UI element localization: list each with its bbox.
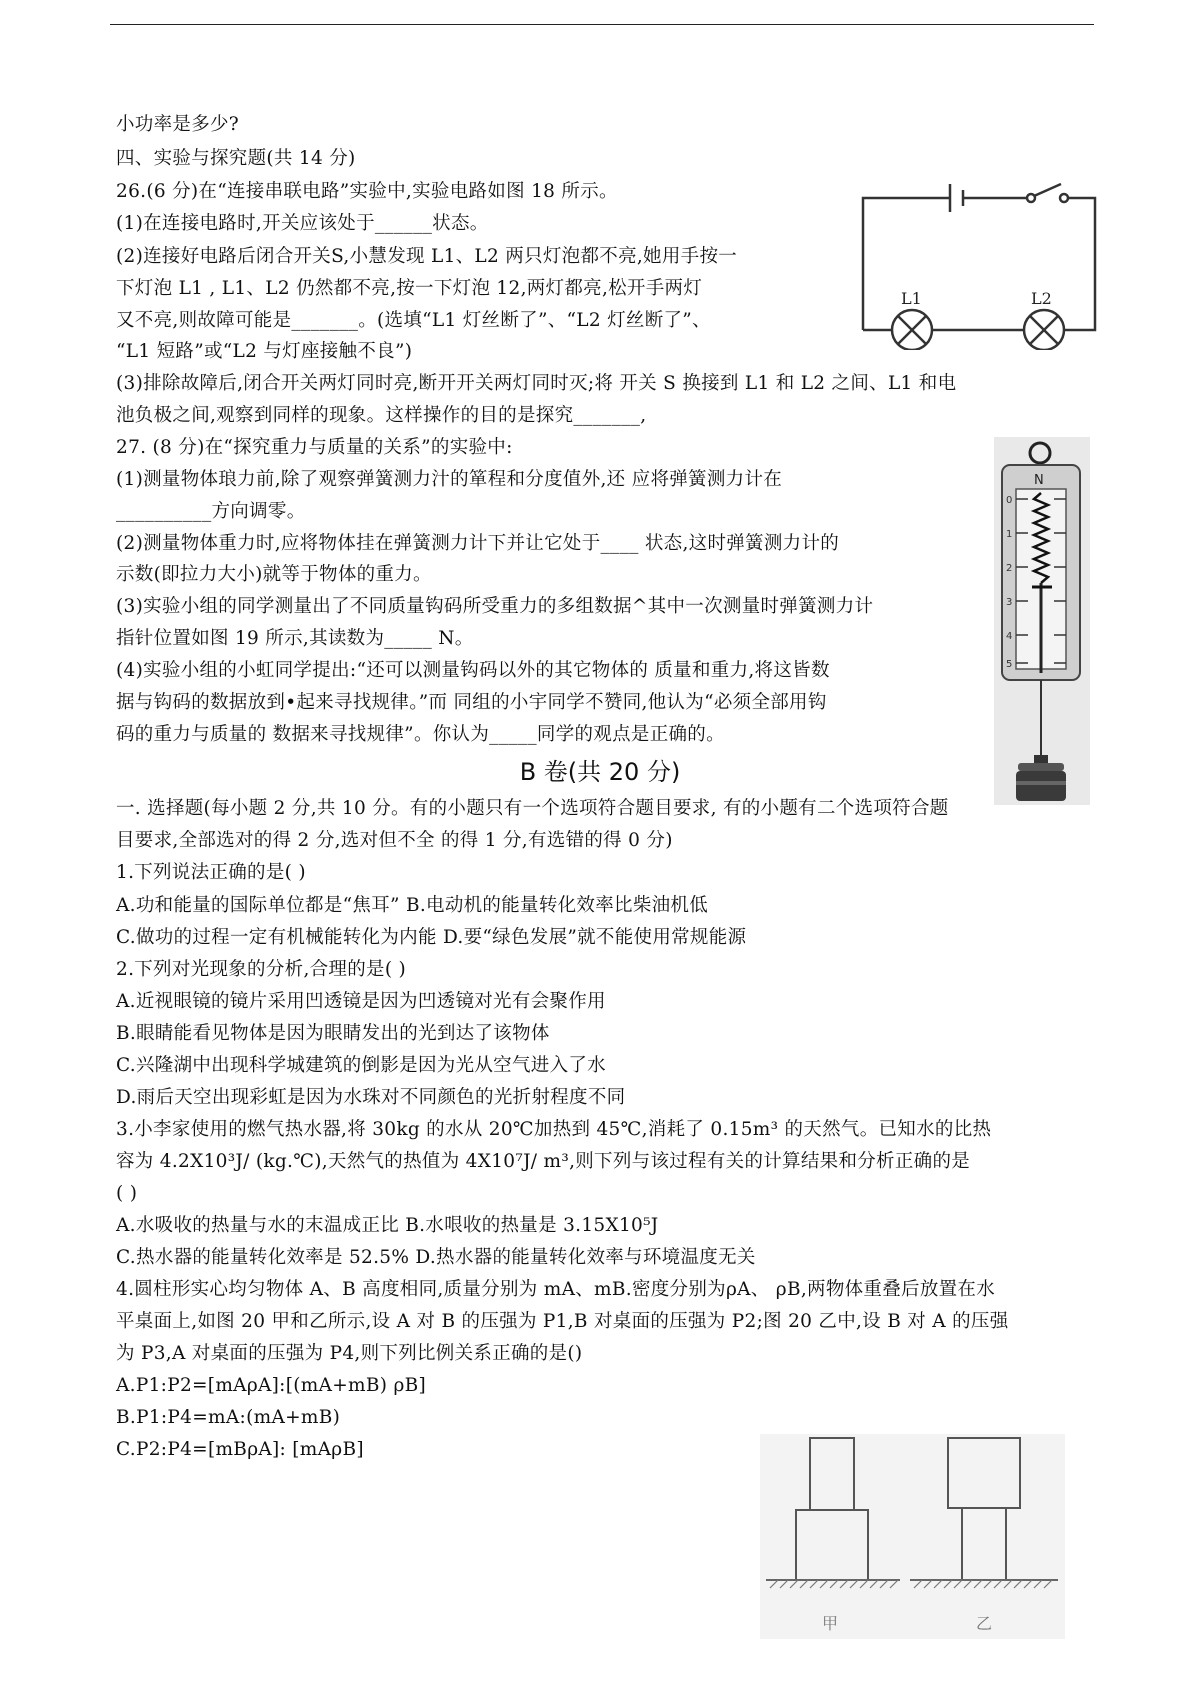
option-line: C.P2:P4=[mBρA]: [mAρB] [116,1439,364,1460]
text-line: (3)排除故障后,闭合开关两灯同时亮,断开开关两灯同时灭;将 开关 S 换接到 L1 和 L2 之间、L1 和电 [116,373,957,394]
text-line: 码的重力与质量的 数据来寻找规律”。你认为_____同学的观点是正确的。 [116,724,725,745]
option-line: C.兴隆湖中出现科学城建筑的倒影是因为光从空气进入了水 [116,1055,606,1076]
lamp1-label: L1 [901,289,922,308]
question-2: 2.下列对光现象的分析,合理的是( ) [116,959,407,980]
text-line: 为 P3,A 对桌面的压强为 P4,则下列比例关系正确的是() [116,1343,583,1364]
section-heading: 四、实验与探究题(共 14 分) [116,148,356,169]
text-line: 指针位置如图 19 所示,其读数为_____ N。 [116,628,474,649]
text-line: __________方向调零。 [116,501,306,522]
text-line: 容为 4.2X10³J/ (kg.℃),天然气的热值为 4X10⁷J/ m³,则下列与该过程有关的计算结果和分析正确的是 [116,1151,971,1172]
section-title-b: B 卷(共 20 分) [519,758,681,786]
text-line: 池负极之间,观察到同样的现象。这样操作的目的是探究_______, [116,405,647,426]
text-line: 示数(即拉力大小)就等于物体的重力。 [116,564,432,585]
text-line: 据与钩码的数据放到•起来寻找规律。”而 同组的小宇同学不赞同,他认为“必须全部用钩 [116,692,827,713]
text-line: 平桌面上,如图 20 甲和乙所示,设 A 对 B 的压强为 P1,B 对桌面的压强为 P2;图 20 乙中,设 B 对 A 的压强 [116,1311,1009,1332]
text-line: 下灯泡 L1 , L1、L2 仍然都不亮,按一下灯泡 12,两灯都亮,松开手两灯 [116,278,703,299]
scale-tick-label: 0 [1006,495,1013,506]
option-line: D.雨后天空出现彩虹是因为水珠对不同颜色的光折射程度不同 [116,1087,626,1108]
text-line: (4)实验小组的小虹同学提出:“还可以测量钩码以外的其它物体的 质量和重力,将这皆数 [116,660,830,681]
spring-scale-fig19 [994,437,1090,805]
question-26: 26.(6 分)在“连接串联电路”实验中,实验电路如图 18 所示。 [116,181,618,202]
text-line: (3)实验小组的同学测量出了不同质量钩码所受重力的多组数据^其中一次测量时弹簧测力计 [116,596,874,617]
option-line: A.近视眼镜的镜片采用凹透镜是因为凹透镜对光有会聚作用 [116,991,606,1012]
scale-tick-label: 4 [1006,631,1013,642]
text-line: 小功率是多少? [116,114,240,135]
text-line: (2)测量物体重力时,应将物体挂在弹簧测力计下并让它处于____ 状态,这时弹簧测力计的 [116,533,840,554]
header-rule [110,24,1094,25]
option-line: B.眼睛能看见物体是因为眼睛发出的光到达了该物体 [116,1023,550,1044]
figure-label-yi: 乙 [976,1614,993,1633]
option-line: A.P1:P2=[mAρA]:[(mA+mB) ρB] [116,1375,427,1396]
scale-tick-label: 5 [1006,659,1013,670]
text-line: 又不亮,则故障可能是_______。(选填“L1 灯丝断了”、“L2 灯丝断了”、 [116,310,711,331]
option-line: A.水吸收的热量与水的末温成正比 B.水哏收的热量是 3.15X10⁵J [116,1215,659,1236]
option-line: C.热水器的能量转化效率是 52.5% D.热水器的能量转化效率与环境温度无关 [116,1247,756,1268]
question-27: 27. (8 分)在“探究重力与质量的关系”的实验中: [116,437,513,458]
text-line: (1)在连接电路时,开关应该处于______状态。 [116,213,489,234]
section-heading: 一. 选择题(每小题 2 分,共 10 分。有的小题只有一个选项符合题目要求, 有的小题有二个选项符合题 [116,798,949,819]
scale-tick-label: 1 [1006,529,1013,540]
text-line: 目要求,全部选对的得 2 分,选对但不全 的得 1 分,有选错的得 0 分) [116,830,673,851]
text-line: (1)测量物体琅力前,除了观察弹簧测力汁的箪程和分度值外,还 应将弹簧测力计在 [116,469,783,490]
scale-tick-label: 2 [1006,563,1013,574]
figure-label-jia: 甲 [822,1614,839,1633]
stacked-objects-fig20 [760,1434,1065,1639]
option-line: C.做功的过程一定有机械能转化为内能 D.要“绿色发展”就不能使用常规能源 [116,927,747,948]
option-line: A.功和能量的国际单位都是“焦耳” B.电动机的能量转化效率比柴油机低 [116,895,709,916]
circuit-diagram-fig18 [855,180,1105,350]
text-line: “L1 短路”或“L2 与灯座接触不良”) [116,341,413,362]
text-line: (2)连接好电路后闭合开关S,小慧发现 L1、L2 两只灯泡都不亮,她用手按一 [116,246,738,267]
scale-tick-label: 3 [1006,597,1013,608]
question-3: 3.小李家使用的燃气热水器,将 30kg 的水从 20℃加热到 45℃,消耗了 0.15m³ 的天然气。已知水的比热 [116,1119,992,1140]
option-line: B.P1:P4=mA:(mA+mB) [116,1407,341,1428]
scale-unit-label: N [1034,473,1044,488]
text-line: ( ) [116,1183,138,1204]
lamp2-label: L2 [1031,289,1052,308]
question-4: 4.圆柱形实心均匀物体 A、B 高度相同,质量分别为 mA、mB.密度分别为ρA、 ρB,两物体重叠后放置在水 [116,1279,996,1300]
question-1: 1.下列说法正确的是( ) [116,862,306,883]
